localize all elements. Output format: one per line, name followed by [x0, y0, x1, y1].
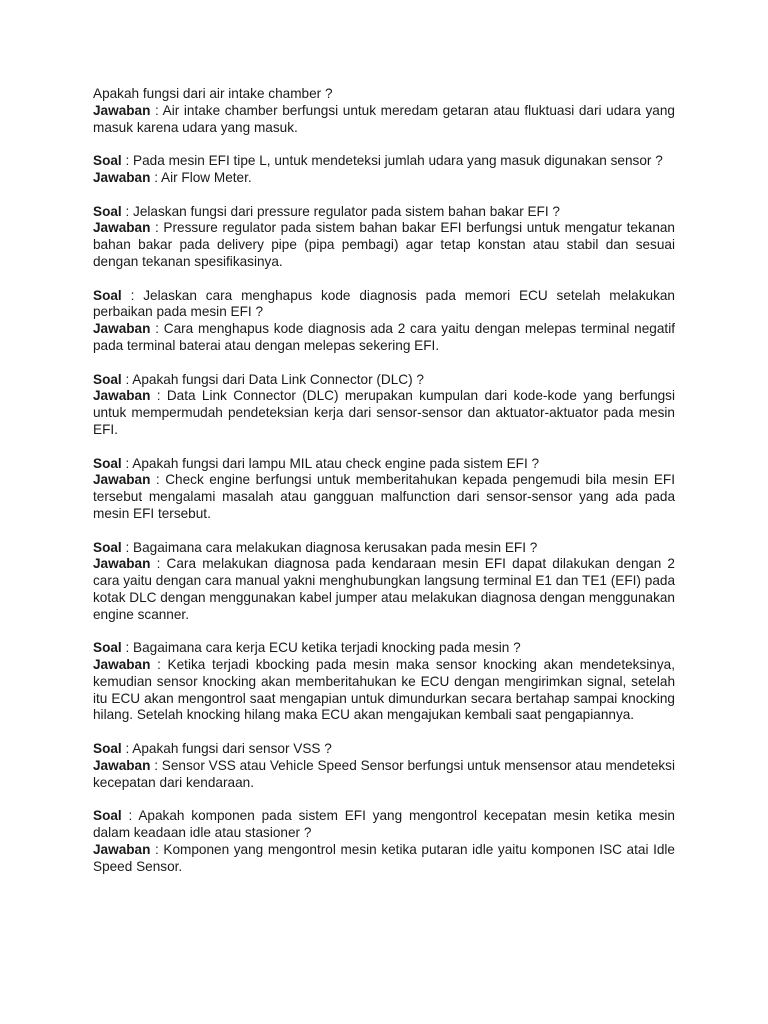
answer-label: Jawaban	[93, 556, 151, 572]
qa-item-5	[93, 372, 675, 439]
question-text: : Apakah komponen pada sistem EFI yang mengontrol kecepatan mesin ketika mesin dalam keadaan idle atau stasioner ?	[93, 808, 675, 841]
qa-item-1	[93, 86, 675, 136]
answer-3	[93, 220, 675, 270]
question-9	[93, 741, 675, 758]
answer-text: : Check engine berfungsi untuk memberitahukan kepada pengemudi bila mesin EFI tersebut mengalami masalah atau gangguan malfunction dari sensor-sensor yang ada pada mesin EFI tersebut.	[93, 472, 675, 521]
answer-label: Jawaban	[93, 841, 151, 857]
qa-item-6	[93, 456, 675, 523]
answer-label: Jawaban	[93, 757, 151, 773]
question-label: Soal	[93, 539, 122, 555]
qa-item-7	[93, 540, 675, 624]
question-label: Soal	[93, 203, 122, 219]
question-text: : Apakah fungsi dari sensor VSS ?	[121, 741, 332, 757]
answer-text: : Air Flow Meter.	[150, 169, 252, 185]
question-4	[93, 288, 675, 322]
question-text: : Apakah fungsi dari Data Link Connector (DLC) ?	[121, 371, 424, 387]
answer-text: : Sensor VSS atau Vehicle Speed Sensor berfungsi untuk mensensor atau mendeteksi kecepatan dari kendaraan.	[93, 757, 675, 790]
question-text: Apakah fungsi dari air intake chamber ?	[93, 86, 333, 101]
question-2	[93, 153, 675, 170]
question-text: : Jelaskan fungsi dari pressure regulator pada sistem bahan bakar EFI ?	[121, 203, 560, 219]
question-text: : Bagaimana cara kerja ECU ketika terjadi knocking pada mesin ?	[121, 640, 521, 656]
answer-10	[93, 842, 675, 876]
qa-item-3	[93, 204, 675, 271]
answer-7	[93, 556, 675, 623]
question-label: Soal	[93, 741, 122, 757]
answer-text: : Data Link Connector (DLC) merupakan kumpulan dari kode-kode yang berfungsi untuk mempermudah pendeteksian kerja dari sensor-sensor dan aktuator-aktuator pada mesin EFI.	[93, 388, 675, 437]
answer-label: Jawaban	[93, 321, 151, 337]
question-text: : Pada mesin EFI tipe L, untuk mendeteksi jumlah udara yang masuk digunakan sensor ?	[121, 153, 663, 169]
question-text: : Apakah fungsi dari lampu MIL atau check engine pada sistem EFI ?	[121, 455, 540, 471]
question-6	[93, 456, 675, 473]
qa-item-10	[93, 808, 675, 875]
question-label: Soal	[93, 455, 122, 471]
question-text: : Bagaimana cara melakukan diagnosa kerusakan pada mesin EFI ?	[121, 539, 538, 555]
answer-text: : Komponen yang mengontrol mesin ketika putaran idle yaitu komponen ISC atai Idle Speed Sensor.	[93, 841, 675, 874]
answer-label: Jawaban	[93, 169, 151, 185]
qa-item-8	[93, 640, 675, 724]
answer-text: : Cara menghapus kode diagnosis ada 2 cara yaitu dengan melepas terminal negatif pada terminal baterai atau dengan melepas sekering EFI.	[93, 321, 675, 353]
question-label: Soal	[93, 640, 122, 656]
answer-2	[93, 170, 675, 187]
answer-text: : Cara melakukan diagnosa pada kendaraan mesin EFI dapat dilakukan dengan 2 cara yaitu dengan cara manual yakni menghubungkan langsung terminal E1 dan TE1 (EFI) pada kotak DLC dengan menggunakan kabel jumper atau melakukan diagnosa dengan menggunakan engine scanner.	[93, 556, 675, 622]
answer-1	[93, 103, 675, 137]
question-8	[93, 640, 675, 657]
answer-text: : Pressure regulator pada sistem bahan bakar EFI berfungsi untuk mengatur tekanan bahan bakar pada delivery pipe (pipa pembagi) agar tetap konstan atau stabil dan sesuai dengan tekanan spesifikasinya.	[93, 220, 675, 269]
question-text: : Jelaskan cara menghapus kode diagnosis pada memori ECU setelah melakukan perbaikan pada mesin EFI ?	[93, 287, 675, 320]
answer-label: Jawaban	[93, 388, 151, 404]
qa-item-9	[93, 741, 675, 791]
question-10	[93, 808, 675, 842]
question-label: Soal	[93, 371, 122, 387]
answer-label: Jawaban	[93, 102, 151, 118]
qa-item-2	[93, 153, 675, 187]
answer-label: Jawaban	[93, 220, 151, 236]
question-label: Soal	[93, 808, 122, 824]
question-7	[93, 540, 675, 557]
question-label: Soal	[93, 153, 122, 169]
answer-9	[93, 758, 675, 792]
answer-6	[93, 472, 675, 522]
answer-4	[93, 321, 675, 355]
answer-5	[93, 388, 675, 438]
qa-document	[93, 86, 675, 892]
question-5	[93, 372, 675, 389]
answer-text: : Air intake chamber berfungsi untuk meredam getaran atau fluktuasi dari udara yang masuk karena udara yang masuk.	[93, 102, 675, 135]
answer-label: Jawaban	[93, 657, 151, 673]
question-3	[93, 204, 675, 221]
question-1	[93, 86, 675, 103]
answer-label: Jawaban	[93, 472, 151, 488]
question-label: Soal	[93, 287, 122, 303]
answer-8	[93, 657, 675, 724]
answer-text: : Ketika terjadi kbocking pada mesin maka sensor knocking akan mendeteksinya, kemudian sensor knocking akan memberitahukan ke ECU dengan mengirimkan signal, setelah itu ECU akan mengontrol saat mengapian untuk dimundurkan secara bertahap sampai knocking hilang. Setelah knocking hilang maka ECU akan mengajukan kembali saat pengapiannya.	[93, 657, 675, 723]
qa-item-4	[93, 288, 675, 355]
